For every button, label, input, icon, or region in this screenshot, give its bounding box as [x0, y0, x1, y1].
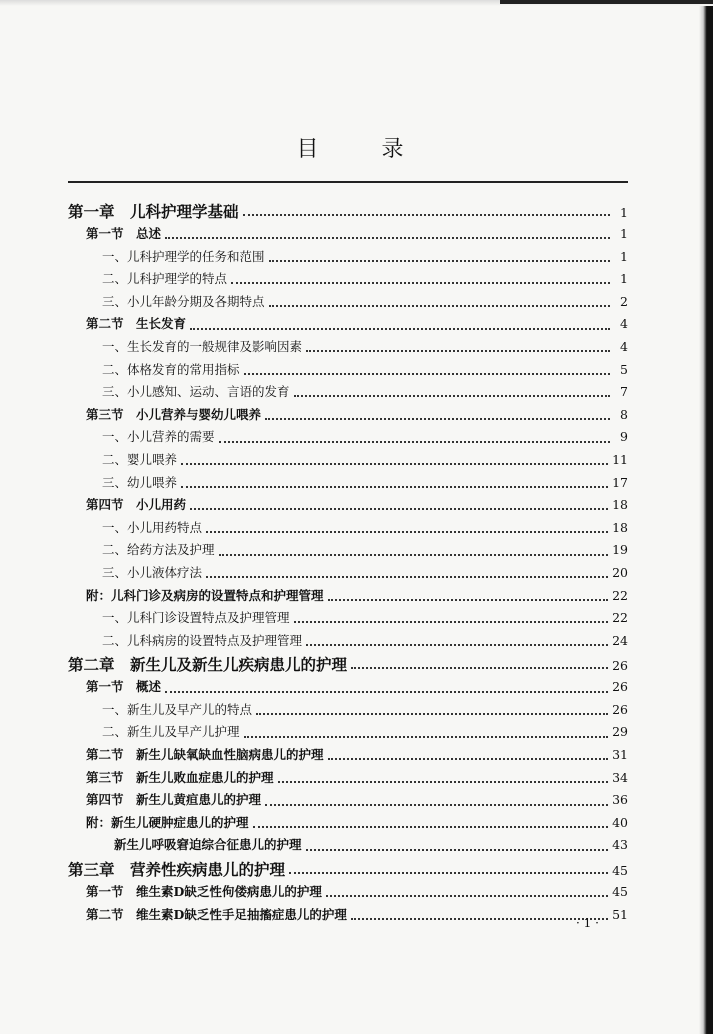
- toc-entry-title: 三、小儿年龄分期及各期特点: [102, 293, 265, 309]
- dot-leader: [294, 395, 610, 397]
- dot-leader: [351, 667, 608, 669]
- toc-entry-page: 8: [620, 406, 628, 422]
- toc-entry-title: 第二节 维生素D缺乏性手足抽搐症患儿的护理: [86, 906, 347, 922]
- toc-entry-title: 二、婴儿喂养: [102, 451, 178, 467]
- toc-entry-page: 24: [612, 632, 628, 648]
- table-of-contents: [68, 200, 628, 927]
- toc-entry-page: 45: [612, 863, 628, 879]
- toc-entry-page: 20: [612, 564, 628, 580]
- toc-entry[interactable]: [68, 427, 628, 450]
- dot-leader: [165, 237, 610, 239]
- toc-entry[interactable]: [68, 540, 628, 563]
- toc-entry-page: 26: [612, 658, 628, 674]
- toc-entry-page: 1: [620, 205, 628, 220]
- toc-entry-page: 34: [612, 769, 628, 785]
- scan-mark-top: [500, 0, 713, 4]
- toc-entry-title: 一、生长发育的一般规律及影响因素: [102, 338, 303, 354]
- toc-entry-title: 二、新生儿及早产儿护理: [102, 724, 240, 740]
- toc-entry-title: 第一章 儿科护理学基础: [68, 202, 239, 221]
- toc-entry[interactable]: [68, 473, 628, 496]
- toc-entry[interactable]: [68, 631, 628, 654]
- dot-leader: [219, 554, 609, 556]
- toc-entry[interactable]: [68, 292, 628, 315]
- dot-leader: [206, 576, 608, 578]
- toc-entry-page: 2: [620, 293, 628, 309]
- toc-entry-page: 22: [612, 587, 628, 603]
- toc-entry-page: 31: [612, 747, 628, 763]
- dot-leader: [253, 826, 609, 828]
- toc-entry-title: 二、儿科病房的设置特点及护理管理: [102, 632, 303, 648]
- toc-entry-title: 第二节 生长发育: [86, 316, 187, 332]
- toc-entry-title: 三、幼儿喂养: [102, 474, 178, 490]
- toc-entry[interactable]: [68, 563, 628, 586]
- toc-entry-title: 附：儿科门诊及病房的设置特点和护理管理: [86, 587, 324, 603]
- dot-leader: [181, 463, 608, 465]
- toc-entry-title: 第一节 维生素D缺乏性佝偻病患儿的护理: [86, 884, 322, 900]
- toc-entry-title: 一、小儿营养的需要: [102, 429, 215, 445]
- toc-entry[interactable]: [68, 608, 628, 631]
- toc-entry-page: 18: [612, 497, 628, 513]
- dot-leader: [328, 599, 609, 601]
- toc-entry-page: 11: [612, 451, 628, 467]
- toc-entry[interactable]: [68, 700, 628, 723]
- toc-entry[interactable]: [68, 247, 628, 270]
- toc-entry[interactable]: [68, 314, 628, 337]
- dot-leader: [206, 531, 608, 533]
- toc-entry-title: 第三节 小儿营养与婴幼儿喂养: [86, 406, 262, 422]
- toc-entry-page: 40: [612, 814, 628, 830]
- toc-entry[interactable]: [68, 722, 628, 745]
- toc-entry-page: 1: [620, 248, 628, 264]
- toc-entry-title: 第一节 概述: [86, 679, 162, 695]
- toc-entry[interactable]: [68, 745, 628, 768]
- dot-leader: [265, 804, 608, 806]
- toc-entry[interactable]: [68, 813, 628, 836]
- toc-entry-title: 三、小儿感知、运动、言语的发育: [102, 384, 290, 400]
- dot-leader: [256, 713, 608, 715]
- toc-entry[interactable]: [68, 224, 628, 247]
- toc-entry[interactable]: [68, 360, 628, 383]
- toc-entry-title: 二、体格发育的常用指标: [102, 361, 240, 377]
- dot-leader: [306, 644, 608, 646]
- toc-entry[interactable]: [68, 405, 628, 428]
- toc-entry-page: 17: [612, 474, 628, 490]
- toc-entry[interactable]: [68, 905, 628, 928]
- toc-entry-page: 22: [612, 610, 628, 626]
- scan-edge-right: [699, 6, 713, 1034]
- toc-entry[interactable]: [68, 586, 628, 609]
- toc-entry-page: 5: [620, 361, 628, 377]
- toc-entry[interactable]: [68, 269, 628, 292]
- dot-leader: [328, 758, 609, 760]
- dot-leader: [269, 260, 610, 262]
- toc-entry-title: 附：新生儿硬肿症患儿的护理: [86, 814, 249, 830]
- dot-leader: [244, 373, 610, 375]
- toc-entry[interactable]: [68, 495, 628, 518]
- toc-entry-title: 一、儿科护理学的任务和范围: [102, 248, 265, 264]
- toc-entry-title: 第三节 新生儿败血症患儿的护理: [86, 769, 274, 785]
- dot-leader: [190, 508, 608, 510]
- toc-entry-title: 第二节 新生儿缺氧缺血性脑病患儿的护理: [86, 747, 324, 763]
- page-number: · 1 ·: [576, 916, 599, 930]
- dot-leader: [289, 872, 608, 874]
- toc-entry-title: 一、小儿用药特点: [102, 519, 203, 535]
- page-title: 目 录: [296, 137, 432, 162]
- toc-entry-page: 26: [612, 701, 628, 717]
- dot-leader: [269, 305, 610, 307]
- toc-entry-page: 51: [612, 906, 628, 922]
- dot-leader: [278, 781, 609, 783]
- dot-leader: [306, 350, 610, 352]
- dot-leader: [219, 441, 610, 443]
- toc-entry-page: 29: [612, 724, 628, 740]
- toc-entry-title: 一、儿科门诊设置特点及护理管理: [102, 610, 290, 626]
- toc-entry[interactable]: [68, 858, 628, 882]
- toc-entry-page: 9: [620, 429, 628, 445]
- toc-entry[interactable]: [68, 790, 628, 813]
- toc-entry-title: 二、给药方法及护理: [102, 542, 215, 558]
- toc-entry-title: 新生儿呼吸窘迫综合征患儿的护理: [114, 837, 302, 853]
- toc-entry-title: 第一节 总述: [86, 226, 162, 241]
- dot-leader: [244, 736, 609, 738]
- toc-entry[interactable]: [68, 200, 628, 224]
- toc-entry-page: 36: [612, 792, 628, 808]
- toc-entry[interactable]: [68, 677, 628, 700]
- dot-leader: [326, 895, 608, 897]
- toc-entry-page: 45: [612, 884, 628, 900]
- dot-leader: [243, 214, 610, 216]
- toc-entry-title: 一、新生儿及早产儿的特点: [102, 701, 253, 717]
- toc-entry[interactable]: [68, 337, 628, 360]
- toc-entry-page: 18: [612, 519, 628, 535]
- dot-leader: [181, 486, 608, 488]
- toc-entry-title: 第四节 小儿用药: [86, 497, 187, 513]
- toc-entry-page: 7: [620, 384, 628, 400]
- toc-entry-title: 第三章 营养性疾病患儿的护理: [68, 860, 286, 880]
- toc-entry[interactable]: [68, 768, 628, 791]
- dot-leader: [294, 621, 609, 623]
- toc-entry[interactable]: [68, 450, 628, 473]
- title-rule: [68, 181, 628, 183]
- toc-entry[interactable]: [68, 518, 628, 541]
- toc-entry[interactable]: [68, 835, 628, 858]
- toc-entry-page: 4: [620, 338, 628, 354]
- toc-entry-page: 1: [620, 271, 628, 287]
- toc-entry-page: 43: [612, 837, 628, 853]
- toc-entry-title: 二、儿科护理学的特点: [102, 271, 228, 287]
- toc-entry-title: 第四节 新生儿黄疸患儿的护理: [86, 792, 262, 808]
- dot-leader: [165, 691, 608, 693]
- toc-entry[interactable]: [68, 882, 628, 905]
- dot-leader: [231, 282, 610, 284]
- toc-entry-page: 19: [612, 542, 628, 558]
- toc-entry-page: 4: [620, 316, 628, 332]
- toc-entry-page: 1: [620, 226, 628, 241]
- toc-entry[interactable]: [68, 653, 628, 677]
- dot-leader: [190, 328, 610, 330]
- toc-entry-page: 26: [612, 679, 628, 695]
- dot-leader: [351, 918, 608, 920]
- dot-leader: [306, 849, 609, 851]
- toc-entry-title: 第二章 新生儿及新生儿疾病患儿的护理: [68, 655, 348, 675]
- toc-entry[interactable]: [68, 382, 628, 405]
- dot-leader: [265, 418, 610, 420]
- toc-entry-title: 三、小儿液体疗法: [102, 564, 203, 580]
